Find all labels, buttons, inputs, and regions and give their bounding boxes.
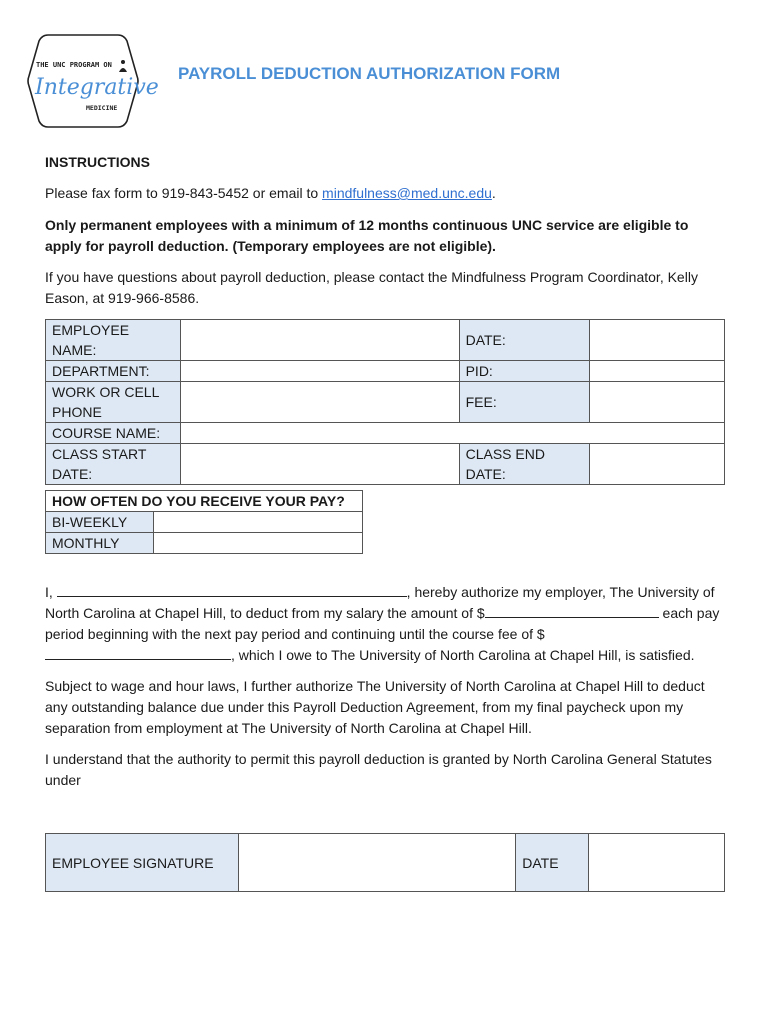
date-field[interactable] (589, 320, 724, 361)
period: . (491, 185, 496, 201)
course-name-label: COURSE NAME: (46, 423, 181, 444)
auth-text: each pay period beginning with the next pay period and continuing until the course fee of $ (45, 605, 720, 642)
name-blank[interactable] (57, 582, 407, 597)
monthly-field[interactable] (153, 533, 362, 554)
email-link[interactable]: mindfulness@med.unc.edu (322, 185, 492, 201)
phone-field[interactable] (181, 382, 459, 423)
monthly-label: MONTHLY (46, 533, 154, 554)
signature-table (45, 833, 725, 892)
instructions-heading: INSTRUCTIONS (45, 154, 150, 170)
fax-instructions (45, 183, 735, 204)
svg-text:THE UNC PROGRAM ON: THE UNC PROGRAM ON (36, 61, 112, 69)
authorization-paragraph (45, 582, 730, 666)
employee-info-table (45, 319, 725, 485)
pay-frequency-heading: HOW OFTEN DO YOU RECEIVE YOUR PAY? (46, 491, 363, 512)
fee-label: FEE: (459, 382, 589, 423)
phone-label: WORK OR CELL PHONE (46, 382, 181, 423)
biweekly-label: BI-WEEKLY (46, 512, 154, 533)
signature-date-label: DATE (516, 834, 589, 892)
class-start-label: CLASS START DATE: (46, 444, 181, 485)
fax-text: Please fax form to 919-843-5452 or email to (45, 185, 323, 201)
auth-text: , hereby authorize my employer, The University of North Carolina at Chapel Hill, to deduct from my salary the amount of $ (45, 584, 715, 621)
unc-integrative-medicine-logo (26, 32, 159, 130)
pay-frequency-table (45, 490, 363, 554)
signature-field[interactable] (238, 834, 515, 892)
course-fee-blank[interactable] (45, 645, 231, 660)
amount-blank[interactable] (485, 603, 659, 618)
svg-text:MEDICINE: MEDICINE (86, 104, 118, 112)
department-label: DEPARTMENT: (46, 361, 181, 382)
auth-text: , which I owe to The University of North Carolina at Chapel Hill, is satisfied. (231, 647, 695, 663)
pid-label: PID: (459, 361, 589, 382)
biweekly-field[interactable] (153, 512, 362, 533)
department-field[interactable] (181, 361, 459, 382)
wage-paragraph: Subject to wage and hour laws, I further authorize The University of North Carolina at Chapel Hill to deduct any outstanding balance due under this Payroll Deduction Agreement, from my final paycheck upon my separation from employment at The University of North Carolina at Chapel Hill. (45, 678, 705, 736)
signature-date-field[interactable] (589, 834, 725, 892)
class-end-field[interactable] (589, 444, 724, 485)
auth-text: I, (45, 584, 57, 600)
svg-text:Integrative: Integrative (35, 75, 159, 100)
fee-field[interactable] (589, 382, 724, 423)
course-name-field[interactable] (181, 423, 725, 444)
class-end-label: CLASS END DATE: (459, 444, 589, 485)
contact-info: If you have questions about payroll deduction, please contact the Mindfulness Program Coordinator, Kelly Eason, at 919-966-8586. (45, 269, 698, 306)
employee-name-field[interactable] (181, 320, 459, 361)
pid-field[interactable] (589, 361, 724, 382)
employee-name-label: EMPLOYEE NAME: (46, 320, 181, 361)
date-label: DATE: (459, 320, 589, 361)
class-start-field[interactable] (181, 444, 459, 485)
eligibility-notice: Only permanent employees with a minimum of 12 months continuous UNC service are eligible to apply for payroll deduction. (Temporary employees are not eligible). (45, 217, 689, 254)
statutes-paragraph: I understand that the authority to permit this payroll deduction is granted by North Carolina General Statutes under (45, 751, 712, 788)
signature-label: EMPLOYEE SIGNATURE (46, 834, 239, 892)
form-title: PAYROLL DEDUCTION AUTHORIZATION FORM (178, 64, 561, 83)
